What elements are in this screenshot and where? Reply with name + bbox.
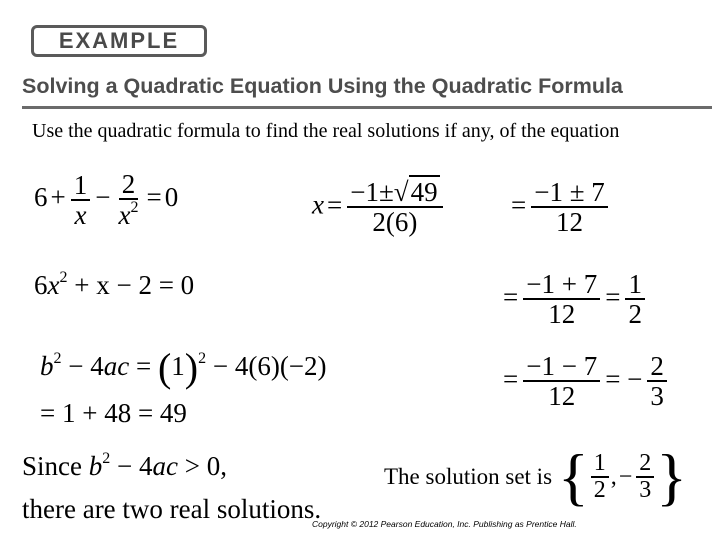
r2-den2: 2: [628, 299, 642, 330]
since-b: b: [88, 451, 103, 481]
since-line: [22, 450, 227, 482]
frac2-den: [115, 200, 141, 229]
brace-close: }: [656, 441, 688, 512]
frac2-num: 2: [119, 170, 139, 200]
r2-eq1: =: [503, 281, 519, 312]
discriminant-result: = 1 + 48 = 49: [40, 398, 187, 428]
title-divider: [22, 106, 712, 109]
sol-sign: −: [618, 464, 633, 490]
copyright-notice: Copyright © 2012 Pearson Education, Inc. Publishing as Prentice Hall.: [312, 519, 577, 529]
sol-frac1: [591, 451, 609, 503]
eq1-frac2: [115, 170, 141, 230]
mid-num-left: −1±: [350, 177, 394, 207]
r2-den: 12: [548, 299, 576, 330]
disc-exp: 2: [53, 350, 62, 367]
r3-eq2: = −: [605, 363, 643, 394]
solution-values: [589, 451, 657, 503]
disc-b: b: [40, 351, 54, 381]
example-label: EXAMPLE: [58, 28, 180, 53]
sol-d2: 3: [639, 477, 652, 503]
r2-eq2: =: [605, 281, 621, 312]
eq1-minus: −: [95, 182, 111, 213]
eq2-var: x: [47, 270, 60, 300]
disc-mid: − 4: [68, 351, 104, 381]
disc-exp2: 2: [198, 350, 207, 367]
mid-radicand: 49: [410, 177, 438, 207]
discriminant-line: [40, 345, 327, 390]
disc-tail: − 4(6)(−2): [212, 351, 327, 381]
equation-standard-form: [34, 270, 194, 299]
solution-set: [384, 440, 687, 514]
r1-den: 12: [556, 207, 583, 238]
frac2-den-var: x: [118, 200, 131, 231]
r3-frac1: [523, 352, 600, 411]
eq1-equals: =: [146, 182, 162, 213]
since-tail: > 0,: [184, 451, 227, 481]
r3-num2: 2: [647, 352, 667, 382]
r1-num: −1 ± 7: [531, 178, 608, 208]
second-root: [500, 352, 669, 411]
r2-num: −1 + 7: [523, 270, 600, 300]
r1-frac: [531, 178, 608, 237]
r2-num2: 1: [625, 270, 645, 300]
solution-label: The solution set is: [384, 464, 553, 489]
brace-open: {: [558, 441, 589, 512]
since-prefix: Since: [22, 451, 82, 481]
mid-num: −1±√49: [347, 178, 442, 208]
r3-eq1: =: [503, 363, 519, 394]
mid-frac: [347, 178, 442, 237]
mid-den: 2(6): [372, 207, 418, 238]
disc-paren-open: (: [157, 345, 172, 390]
two-real-solutions: there are two real solutions.: [22, 494, 322, 524]
since-mid: − 4: [117, 451, 153, 481]
disc-eq: =: [135, 351, 152, 381]
r3-frac2: [647, 352, 667, 411]
eq2-rest: + x − 2 = 0: [74, 270, 195, 300]
r1-eq: =: [511, 189, 527, 220]
r3-num: −1 − 7: [523, 352, 600, 382]
eq2-exp: 2: [59, 269, 68, 286]
r3-den: 12: [548, 381, 576, 412]
disc-one: 1: [171, 351, 185, 381]
frac2-exp: 2: [130, 199, 139, 217]
example-badge: [31, 25, 207, 57]
disc-ac: ac: [103, 351, 130, 381]
frac1-den-var: x: [74, 199, 87, 230]
eq2-coef: 6: [34, 270, 48, 300]
quadratic-formula-substitution: [312, 178, 445, 237]
eq1-rhs: 0: [164, 182, 179, 213]
r3-den2: 3: [650, 381, 664, 412]
sol-frac2: [636, 451, 654, 503]
eq1-plus: +: [50, 182, 66, 213]
first-root: [500, 270, 647, 329]
frac1-den: [71, 201, 89, 229]
frac1-num: 1: [71, 171, 91, 201]
sol-sep: ,: [610, 464, 617, 490]
mid-eq: =: [326, 189, 343, 220]
disc-paren-close: ): [184, 345, 199, 390]
eq1-term: 6: [34, 182, 48, 213]
sol-n1: 1: [591, 451, 609, 478]
equation-original: [34, 170, 178, 230]
eq1-frac1: [71, 171, 91, 230]
slide-title: Solving a Quadratic Equation Using the Quadratic Formula: [22, 74, 623, 98]
mid-x: x: [312, 189, 324, 220]
since-ac: ac: [152, 451, 178, 481]
since-exp: 2: [102, 450, 111, 467]
sol-n2: 2: [636, 451, 654, 478]
problem-prompt: Use the quadratic formula to find the real solutions if any, of the equation: [32, 120, 620, 142]
r2-frac2: [625, 270, 645, 329]
r2-frac1: [523, 270, 600, 329]
sol-d1: 2: [593, 477, 606, 503]
simplified-step: [508, 178, 610, 237]
